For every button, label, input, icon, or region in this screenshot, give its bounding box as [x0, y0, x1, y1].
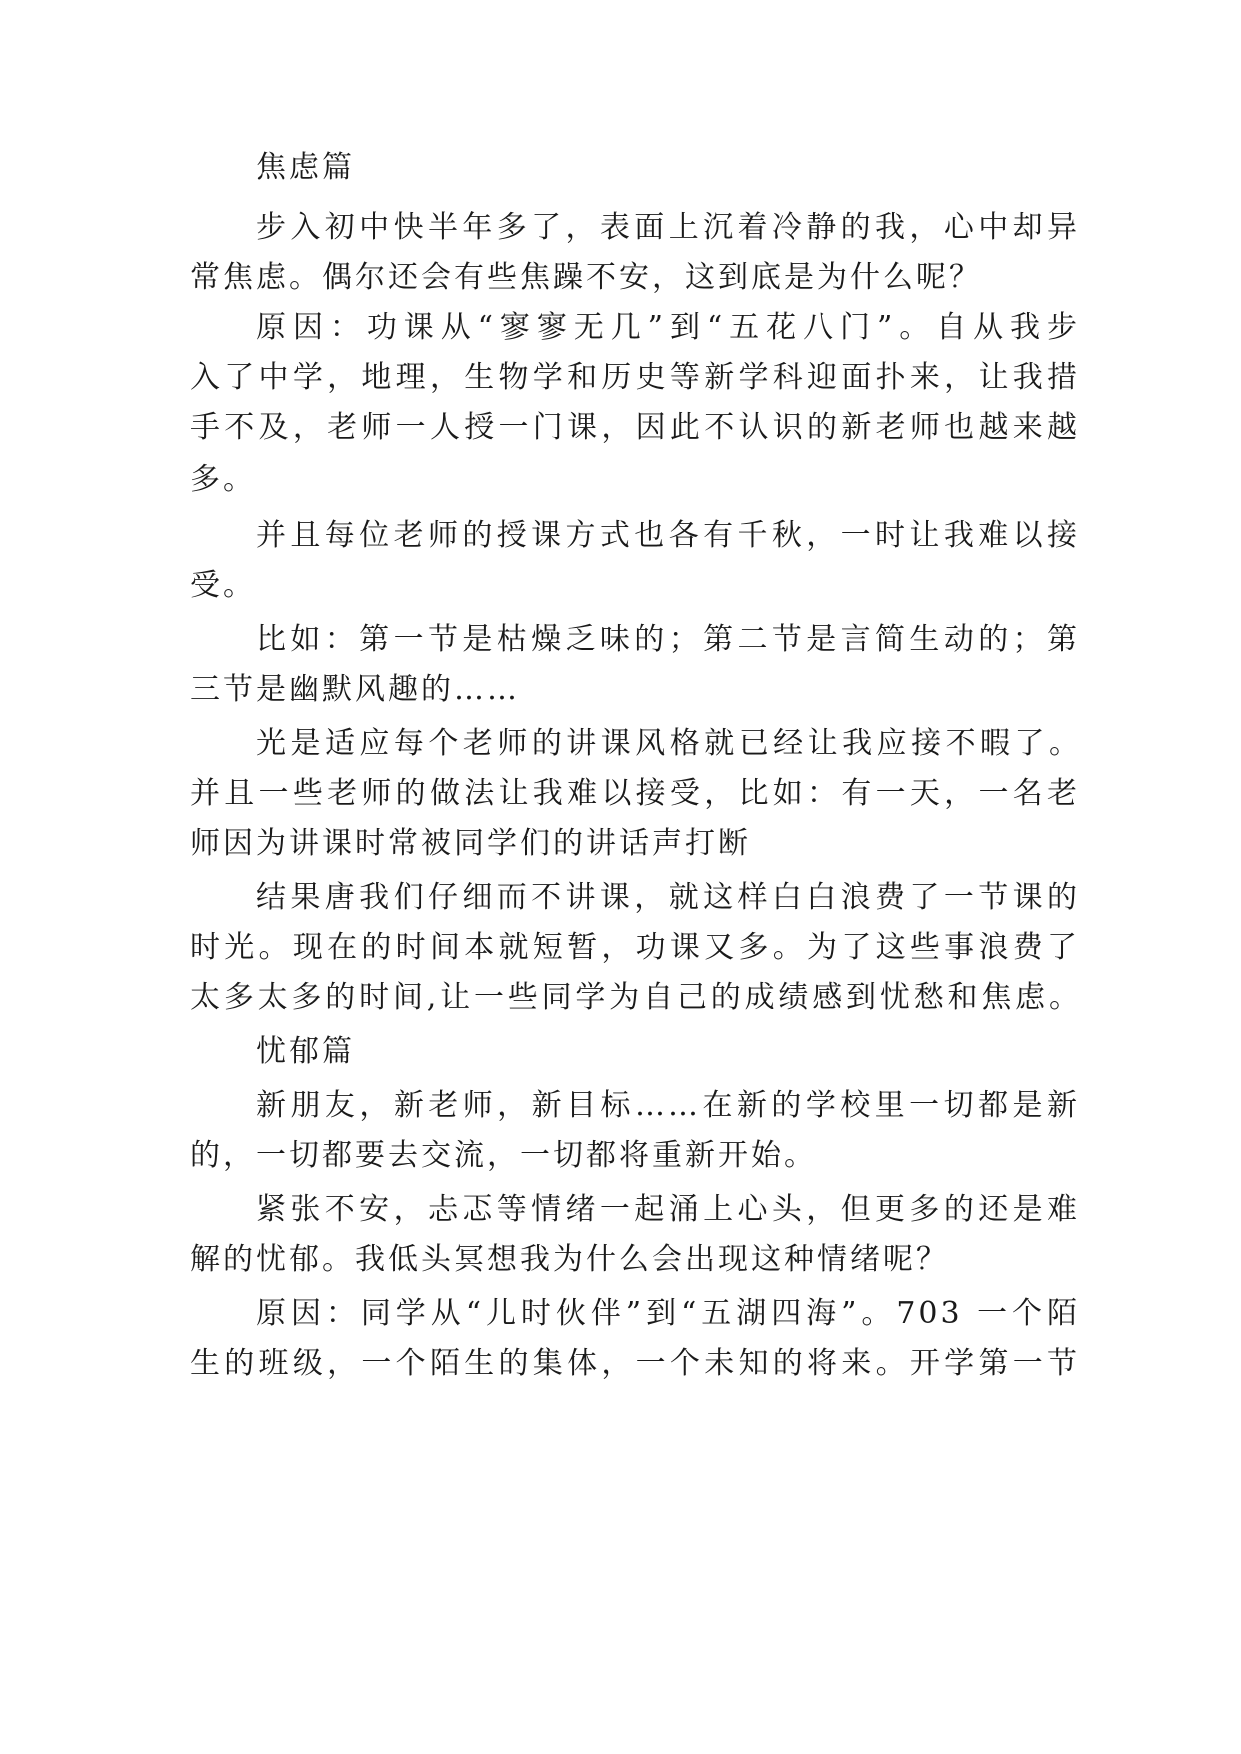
text-line: 原因：功课从“寥寥无几”到“五花八门”。自从我步: [256, 310, 1080, 345]
section-heading: 焦虑篇: [256, 150, 355, 185]
text-line: 太多太多的时间,让一些同学为自己的成绩感到忧愁和焦虑。: [190, 980, 1080, 1015]
text-line: 时光。现在的时间本就短暂，功课又多。为了这些事浪费了: [190, 930, 1080, 965]
text-line: 常焦虑。偶尔还会有些焦躁不安，这到底是为什么呢？: [190, 260, 982, 295]
text-line: 多。: [190, 462, 256, 497]
text-line: 新朋友，新老师，新目标……在新的学校里一切都是新: [256, 1088, 1080, 1123]
text-line: 原因：同学从“儿时伙伴”到“五湖四海”。703 一个陌: [256, 1296, 1080, 1331]
text-line: 入了中学，地理，生物学和历史等新学科迎面扑来，让我措: [190, 360, 1080, 395]
text-line: 手不及，老师一人授一门课，因此不认识的新老师也越来越: [190, 410, 1080, 445]
text-line: 步入初中快半年多了，表面上沉着冷静的我，心中却异: [256, 210, 1080, 245]
text-line: 并且每位老师的授课方式也各有千秋，一时让我难以接: [256, 518, 1080, 553]
text-line: 师因为讲课时常被同学们的讲话声打断: [190, 826, 751, 861]
text-line: 比如：第一节是枯燥乏味的；第二节是言简生动的；第: [256, 622, 1080, 657]
section-heading: 忧郁篇: [256, 1034, 355, 1069]
text-line: 紧张不安，忐忑等情绪一起涌上心头，但更多的还是难: [256, 1192, 1080, 1227]
text-line: 三节是幽默风趣的……: [190, 672, 520, 707]
text-line: 结果唐我们仔细而不讲课，就这样白白浪费了一节课的: [256, 880, 1080, 915]
text-line: 生的班级，一个陌生的集体，一个未知的将来。开学第一节: [190, 1346, 1080, 1381]
text-line: 并且一些老师的做法让我难以接受，比如：有一天，一名老: [190, 776, 1080, 811]
text-line: 光是适应每个老师的讲课风格就已经让我应接不暇了。: [256, 726, 1080, 761]
text-line: 解的忧郁。我低头冥想我为什么会出现这种情绪呢？: [190, 1242, 949, 1277]
text-line: 的，一切都要去交流，一切都将重新开始。: [190, 1138, 817, 1173]
text-line: 受。: [190, 568, 256, 603]
